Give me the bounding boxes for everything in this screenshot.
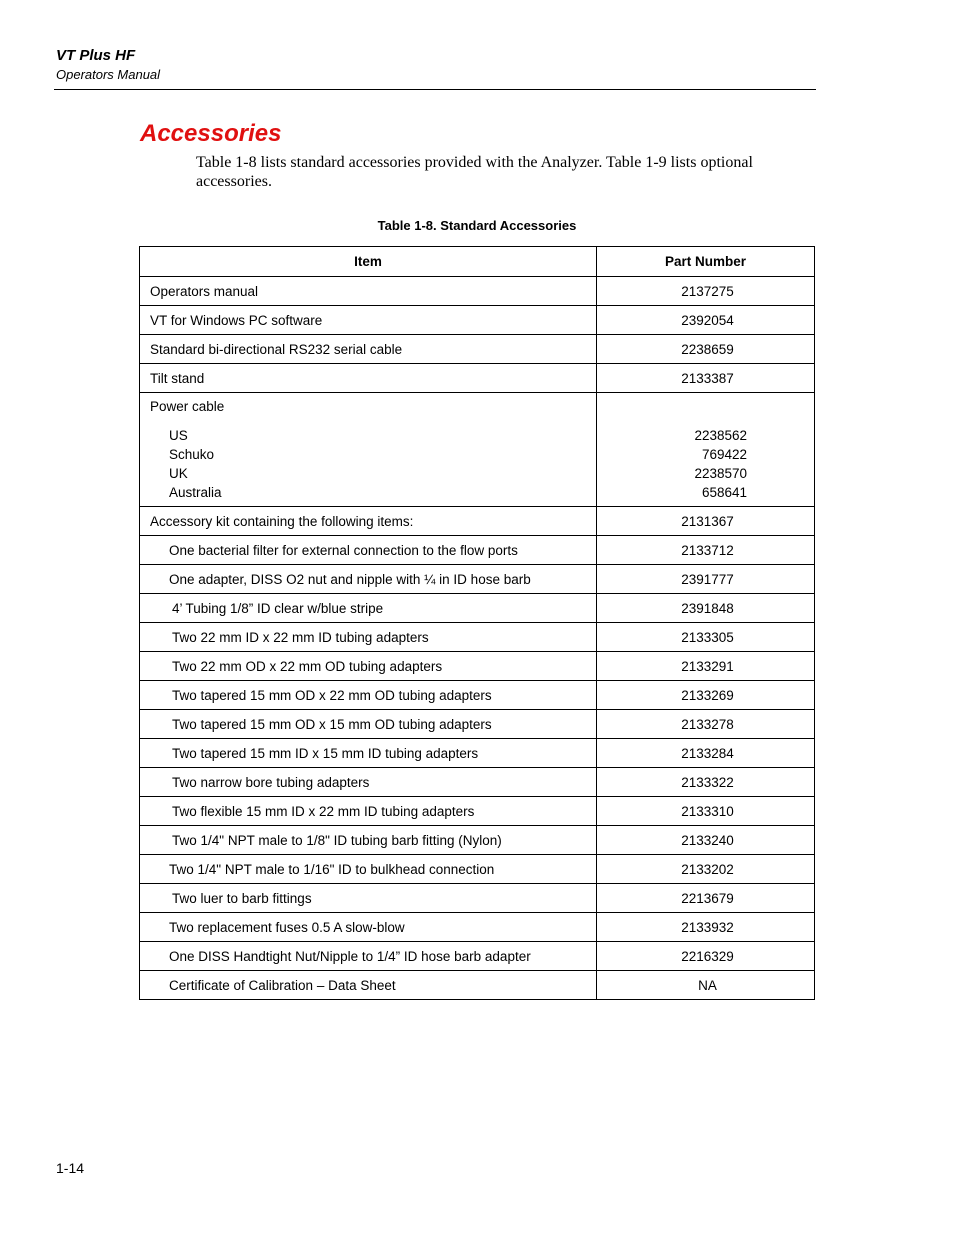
power-cable-part: 2238570: [694, 466, 747, 481]
item-cell: Two tapered 15 mm OD x 22 mm OD tubing adapters: [140, 681, 597, 710]
table-row: [140, 942, 815, 971]
power-cable-part: 2238562: [694, 428, 747, 443]
part-number-cell: 2133240: [597, 826, 815, 855]
table-row: [140, 652, 815, 681]
table-row: [140, 739, 815, 768]
part-number-cell: 2137275: [597, 277, 815, 306]
power-cable-part: 658641: [701, 485, 747, 500]
section-title: Accessories: [140, 120, 282, 147]
item-cell: 4’ Tubing 1/8” ID clear w/blue stripe: [140, 594, 597, 623]
item-cell: Two narrow bore tubing adapters: [140, 768, 597, 797]
part-number-cell: 2392054: [597, 306, 815, 335]
table-row: [140, 277, 815, 306]
part-number-cell: 2133387: [597, 364, 815, 393]
item-cell: Accessory kit containing the following items:: [140, 507, 597, 536]
power-cable-label: Power cable: [150, 399, 225, 414]
power-cable-variant: US: [169, 428, 188, 443]
item-cell: Two 22 mm ID x 22 mm ID tubing adapters: [140, 623, 597, 652]
item-cell: Two 22 mm OD x 22 mm OD tubing adapters: [140, 652, 597, 681]
column-header-item: Item: [140, 247, 597, 277]
table-row: [140, 797, 815, 826]
table-caption: Table 1-8. Standard Accessories: [377, 218, 577, 233]
document-product-title: VT Plus HF: [56, 47, 136, 64]
part-number-cell: 2133278: [597, 710, 815, 739]
power-cable-part-list: [607, 426, 814, 502]
column-header-part-number: Part Number: [597, 247, 815, 277]
part-number-cell: 2133202: [597, 855, 815, 884]
power-cable-variant: Schuko: [169, 447, 215, 462]
table-row: [140, 855, 815, 884]
item-cell: Two flexible 15 mm ID x 22 mm ID tubing adapters: [140, 797, 597, 826]
table-row: [140, 565, 815, 594]
part-number-cell: 2216329: [597, 942, 815, 971]
part-number-cell: 2391777: [597, 565, 815, 594]
power-cable-variant-list: [150, 426, 586, 502]
table-row: [140, 681, 815, 710]
part-number-cell: 2133269: [597, 681, 815, 710]
item-cell: Two luer to barb fittings: [140, 884, 597, 913]
item-cell: Operators manual: [140, 277, 597, 306]
intro-paragraph: Table 1-8 lists standard accessories provided with the Analyzer. Table 1-9 lists optional accessories.: [196, 154, 753, 190]
table-row: [140, 884, 815, 913]
part-number-cell: NA: [597, 971, 815, 1000]
document-manual-subtitle: Operators Manual: [56, 67, 161, 82]
table-row: [140, 594, 815, 623]
power-cable-variant: Australia: [169, 485, 222, 500]
part-number-cell: 2133322: [597, 768, 815, 797]
part-number-cell: 2391848: [597, 594, 815, 623]
part-number-cell: 2133284: [597, 739, 815, 768]
item-cell: Certificate of Calibration – Data Sheet: [140, 971, 597, 1000]
table-row: [140, 335, 815, 364]
header-divider: [54, 89, 816, 90]
power-cable-part: 769422: [701, 447, 747, 462]
item-cell: One DISS Handtight Nut/Nipple to 1/4” ID hose barb adapter: [140, 942, 597, 971]
item-cell: One bacterial filter for external connection to the flow ports: [140, 536, 597, 565]
item-cell: Two replacement fuses 0.5 A slow-blow: [140, 913, 597, 942]
power-cable-row: [140, 393, 815, 507]
item-cell: Two tapered 15 mm ID x 15 mm ID tubing adapters: [140, 739, 597, 768]
part-number-cell: 2133310: [597, 797, 815, 826]
item-cell: One adapter, DISS O2 nut and nipple with ¼ in ID hose barb: [140, 565, 597, 594]
part-number-cell: 2133291: [597, 652, 815, 681]
table-row: [140, 710, 815, 739]
item-cell: [140, 393, 597, 507]
accessory-kit-row: [140, 507, 815, 536]
part-number-cell: 2131367: [597, 507, 815, 536]
table-header-row: [140, 247, 815, 277]
part-number-cell: 2238659: [597, 335, 815, 364]
table-row: [140, 913, 815, 942]
item-cell: Two 1/4" NPT male to 1/16" ID to bulkhead connection: [140, 855, 597, 884]
table-row: [140, 536, 815, 565]
item-cell: Standard bi-directional RS232 serial cable: [140, 335, 597, 364]
part-number-cell: 2133712: [597, 536, 815, 565]
item-cell: Tilt stand: [140, 364, 597, 393]
table-row: [140, 364, 815, 393]
part-number-cell: 2213679: [597, 884, 815, 913]
page-number: 1-14: [56, 1160, 85, 1176]
part-number-cell: [597, 393, 815, 507]
table-row: [140, 623, 815, 652]
table-row: [140, 306, 815, 335]
table-row: [140, 768, 815, 797]
accessories-table: [139, 246, 815, 1000]
part-number-cell: 2133305: [597, 623, 815, 652]
item-cell: VT for Windows PC software: [140, 306, 597, 335]
item-cell: Two tapered 15 mm OD x 15 mm OD tubing adapters: [140, 710, 597, 739]
table-row: [140, 826, 815, 855]
item-cell: Two 1/4" NPT male to 1/8" ID tubing barb fitting (Nylon): [140, 826, 597, 855]
part-number-cell: 2133932: [597, 913, 815, 942]
table-row: [140, 971, 815, 1000]
power-cable-variant: UK: [169, 466, 188, 481]
